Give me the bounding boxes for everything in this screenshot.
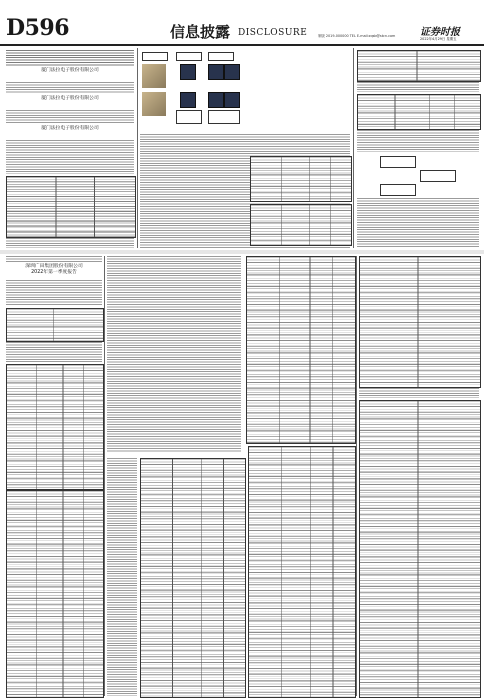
section-title-en: DISCLOSURE [238, 28, 308, 38]
column-divider [137, 48, 138, 248]
data-table [6, 490, 104, 698]
article-text [6, 110, 134, 124]
diagram-box [208, 52, 234, 61]
article-text [107, 458, 137, 696]
structure-chart-box [420, 170, 456, 182]
data-table [357, 50, 481, 82]
article-text [107, 256, 241, 452]
newspaper-logo: 证券时报 [420, 27, 460, 38]
article-subheading: 2022年第一季度报告 [31, 270, 77, 275]
article-heading: 厦门法拉电子股份有限公司 [41, 126, 99, 131]
diagram-box [208, 110, 240, 124]
masthead [0, 0, 484, 46]
data-table [250, 156, 352, 202]
device-photo [208, 92, 224, 108]
data-table [359, 400, 481, 698]
column-divider [356, 256, 357, 696]
data-table [6, 176, 136, 238]
product-photo [142, 92, 166, 116]
data-table [140, 458, 246, 698]
data-table [246, 256, 356, 444]
date-line: 2022年4月29日 星期五 [420, 37, 457, 41]
section-title: 信息披露 [170, 23, 231, 41]
column-divider [353, 48, 354, 248]
data-table [250, 204, 352, 246]
device-photo [224, 92, 240, 108]
product-photo [142, 64, 166, 88]
article-heading: 深圳广田集团股份有限公司 [25, 264, 83, 269]
article-text [357, 82, 479, 92]
structure-chart-box [380, 184, 416, 196]
article-text [357, 130, 479, 152]
structure-chart-box [380, 156, 416, 168]
section-gutter [0, 250, 484, 254]
data-table [248, 446, 356, 698]
article-text [6, 256, 102, 262]
article-heading: 厦门法拉电子股份有限公司 [41, 68, 99, 73]
diagram-box [176, 52, 202, 61]
device-photo [180, 92, 196, 108]
article-text [6, 140, 134, 174]
diagram-box [176, 110, 202, 124]
article-text [6, 50, 134, 66]
device-photo [224, 64, 240, 80]
column-divider [104, 256, 105, 696]
device-photo [208, 64, 224, 80]
data-table [6, 364, 104, 490]
data-table [359, 256, 481, 388]
article-text [6, 280, 102, 306]
data-table [357, 94, 481, 130]
page-number: D596 [6, 15, 70, 41]
process-diagram [140, 52, 240, 132]
article-text [6, 238, 134, 248]
data-table [6, 308, 104, 342]
device-photo [180, 64, 196, 80]
article-text [357, 198, 479, 248]
article-heading: 厦门法拉电子股份有限公司 [41, 96, 99, 101]
diagram-box [142, 52, 168, 61]
article-text [6, 82, 134, 94]
contact-info: 制版 2019-000000 TEL E-mail:zqsb@stcn.com [318, 34, 396, 38]
article-text [359, 388, 479, 398]
article-text [6, 342, 102, 362]
